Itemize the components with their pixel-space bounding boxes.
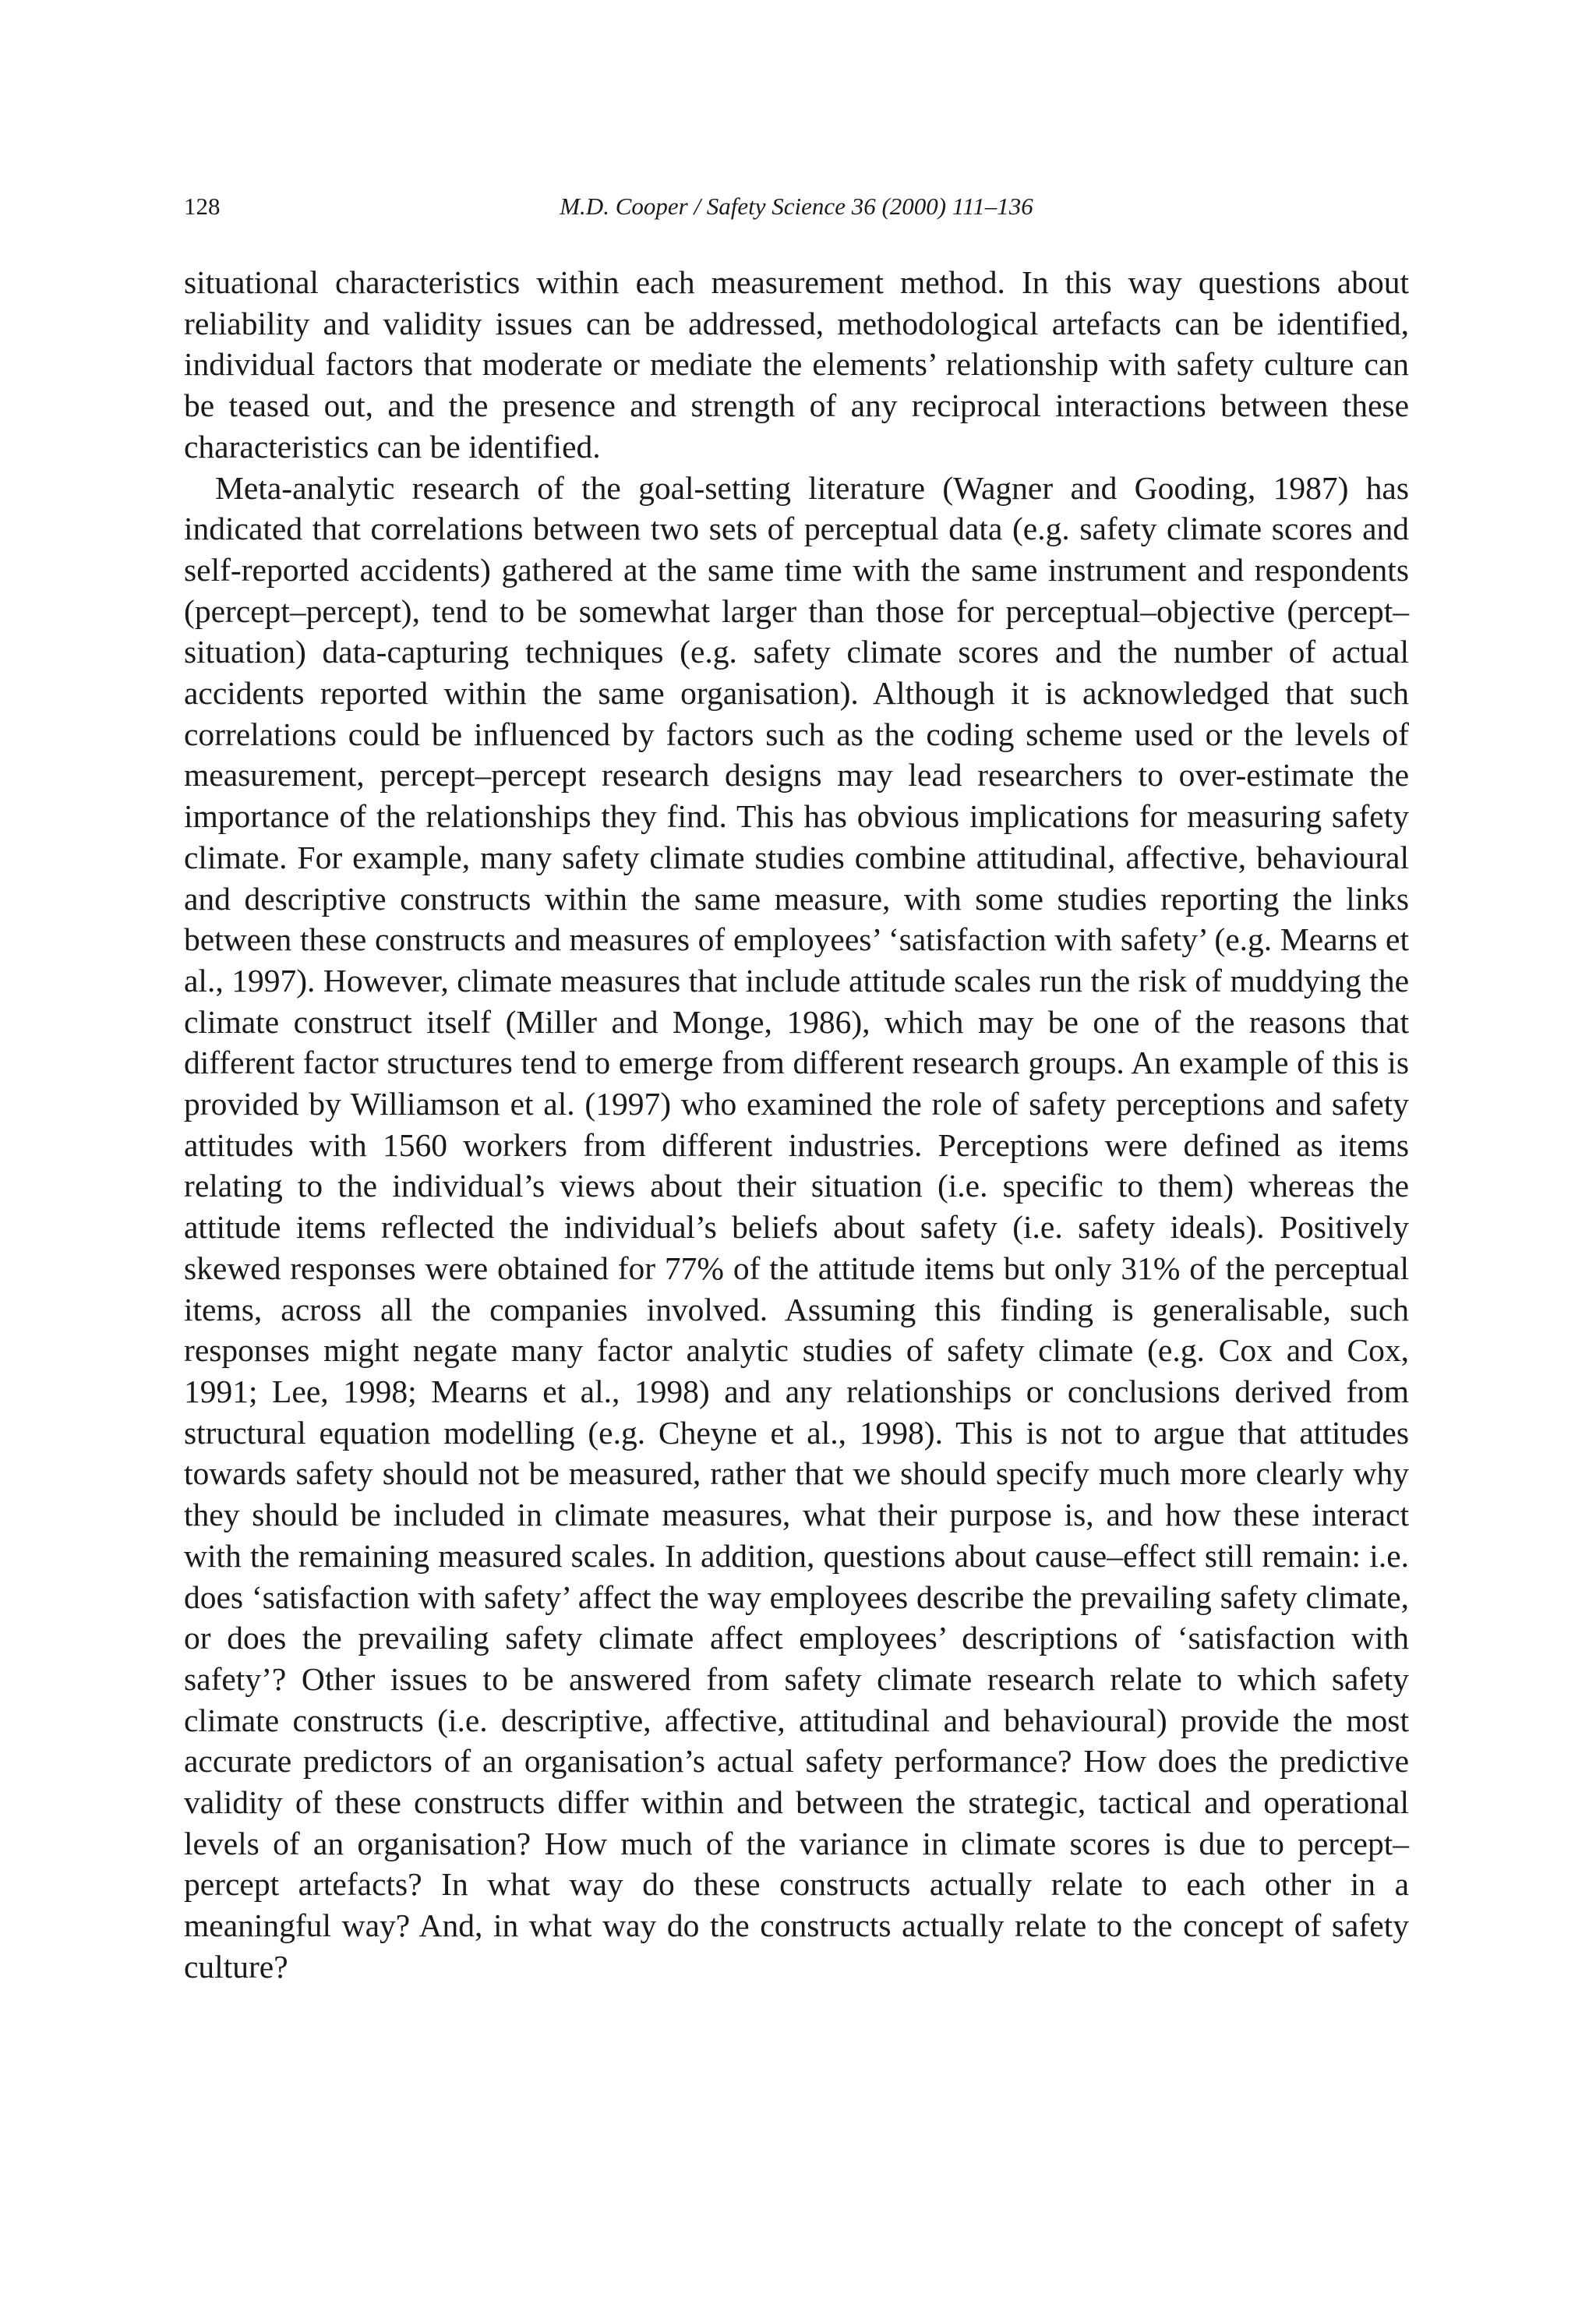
- paragraph: Meta-analytic research of the goal-setting literature (Wagner and Gooding, 1987) has indicated that correlations between two sets of perceptual data (e.g. safety climate scores and self-reported accidents) gathered at the same time with the same instrument and respondents (percept–percept), tend to be somewhat larger than those for perceptual–objective (percept–situation) data-capturing techniques (e.g. safety climate scores and the number of actual accidents reported within the same organisation). Although it is acknowledged that such correlations could be influenced by factors such as the coding scheme used or the levels of measurement, percept–percept research designs may lead researchers to over-estimate the importance of the relationships they find. This has obvious implications for measuring safety climate. For example, many safety climate studies combine attitudinal, affective, behavioural and descriptive constructs within the same measure, with some studies reporting the links between these constructs and measures of employees’ ‘satisfaction with safety’ (e.g. Mearns et al., 1997). However, climate measures that include attitude scales run the risk of muddying the climate construct itself (Miller and Monge, 1986), which may be one of the reasons that different factor structures tend to emerge from different research groups. An example of this is provided by Williamson et al. (1997) who examined the role of safety perceptions and safety attitudes with 1560 workers from different industries. Perceptions were defined as items relating to the individual’s views about their situation (i.e. specific to them) whereas the attitude items reflected the individual’s beliefs about safety (i.e. safety ideals). Positively skewed responses were obtained for 77% of the attitude items but only 31% of the perceptual items, across all the companies involved. Assuming this finding is generalisable, such responses might negate many factor analytic studies of safety climate (e.g. Cox and Cox, 1991; Lee, 1998; Mearns et al., 1998) and any relationships or conclusions derived from structural equation modelling (e.g. Cheyne et al., 1998). This is not to argue that attitudes towards safety should not be measured, rather that we should specify much more clearly why they should be included in climate measures, what their purpose is, and how these interact with the remaining measured scales. In addition, questions about cause–effect still remain: i.e. does ‘satisfaction with safety’ affect the way employees describe the prevailing safety climate, or does the prevailing safety climate affect employees’ descriptions of ‘satisfaction with safety’? Other issues to be answered from safety climate research relate to which safety climate constructs (i.e. descriptive, affective, attitudinal and behavioural) provide the most accurate predictors of an organisation’s actual safety performance? How does the predictive validity of these constructs differ within and between the strategic, tactical and operational levels of an organisation? How much of the variance in climate scores is due to percept–percept artefacts? In what way do these constructs actually relate to each other in a meaningful way? And, in what way do the constructs actually relate to the concept of safety culture?: [184, 469, 1409, 1985]
- page-number: 128: [184, 193, 221, 220]
- running-head: M.D. Cooper / Safety Science 36 (2000) 111–136: [560, 193, 1033, 220]
- paragraph-continued: situational characteristics within each measurement method. In this way questions about reliability and validity issues can be addressed, methodological artefacts can be identified, individual factors that moderate or mediate the elements’ relationship with safety culture can be teased out, and the presence and strength of any reciprocal interactions between these characteristics can be identified.: [184, 264, 1409, 465]
- body-text: [184, 262, 1409, 1988]
- page-header: [184, 187, 1409, 226]
